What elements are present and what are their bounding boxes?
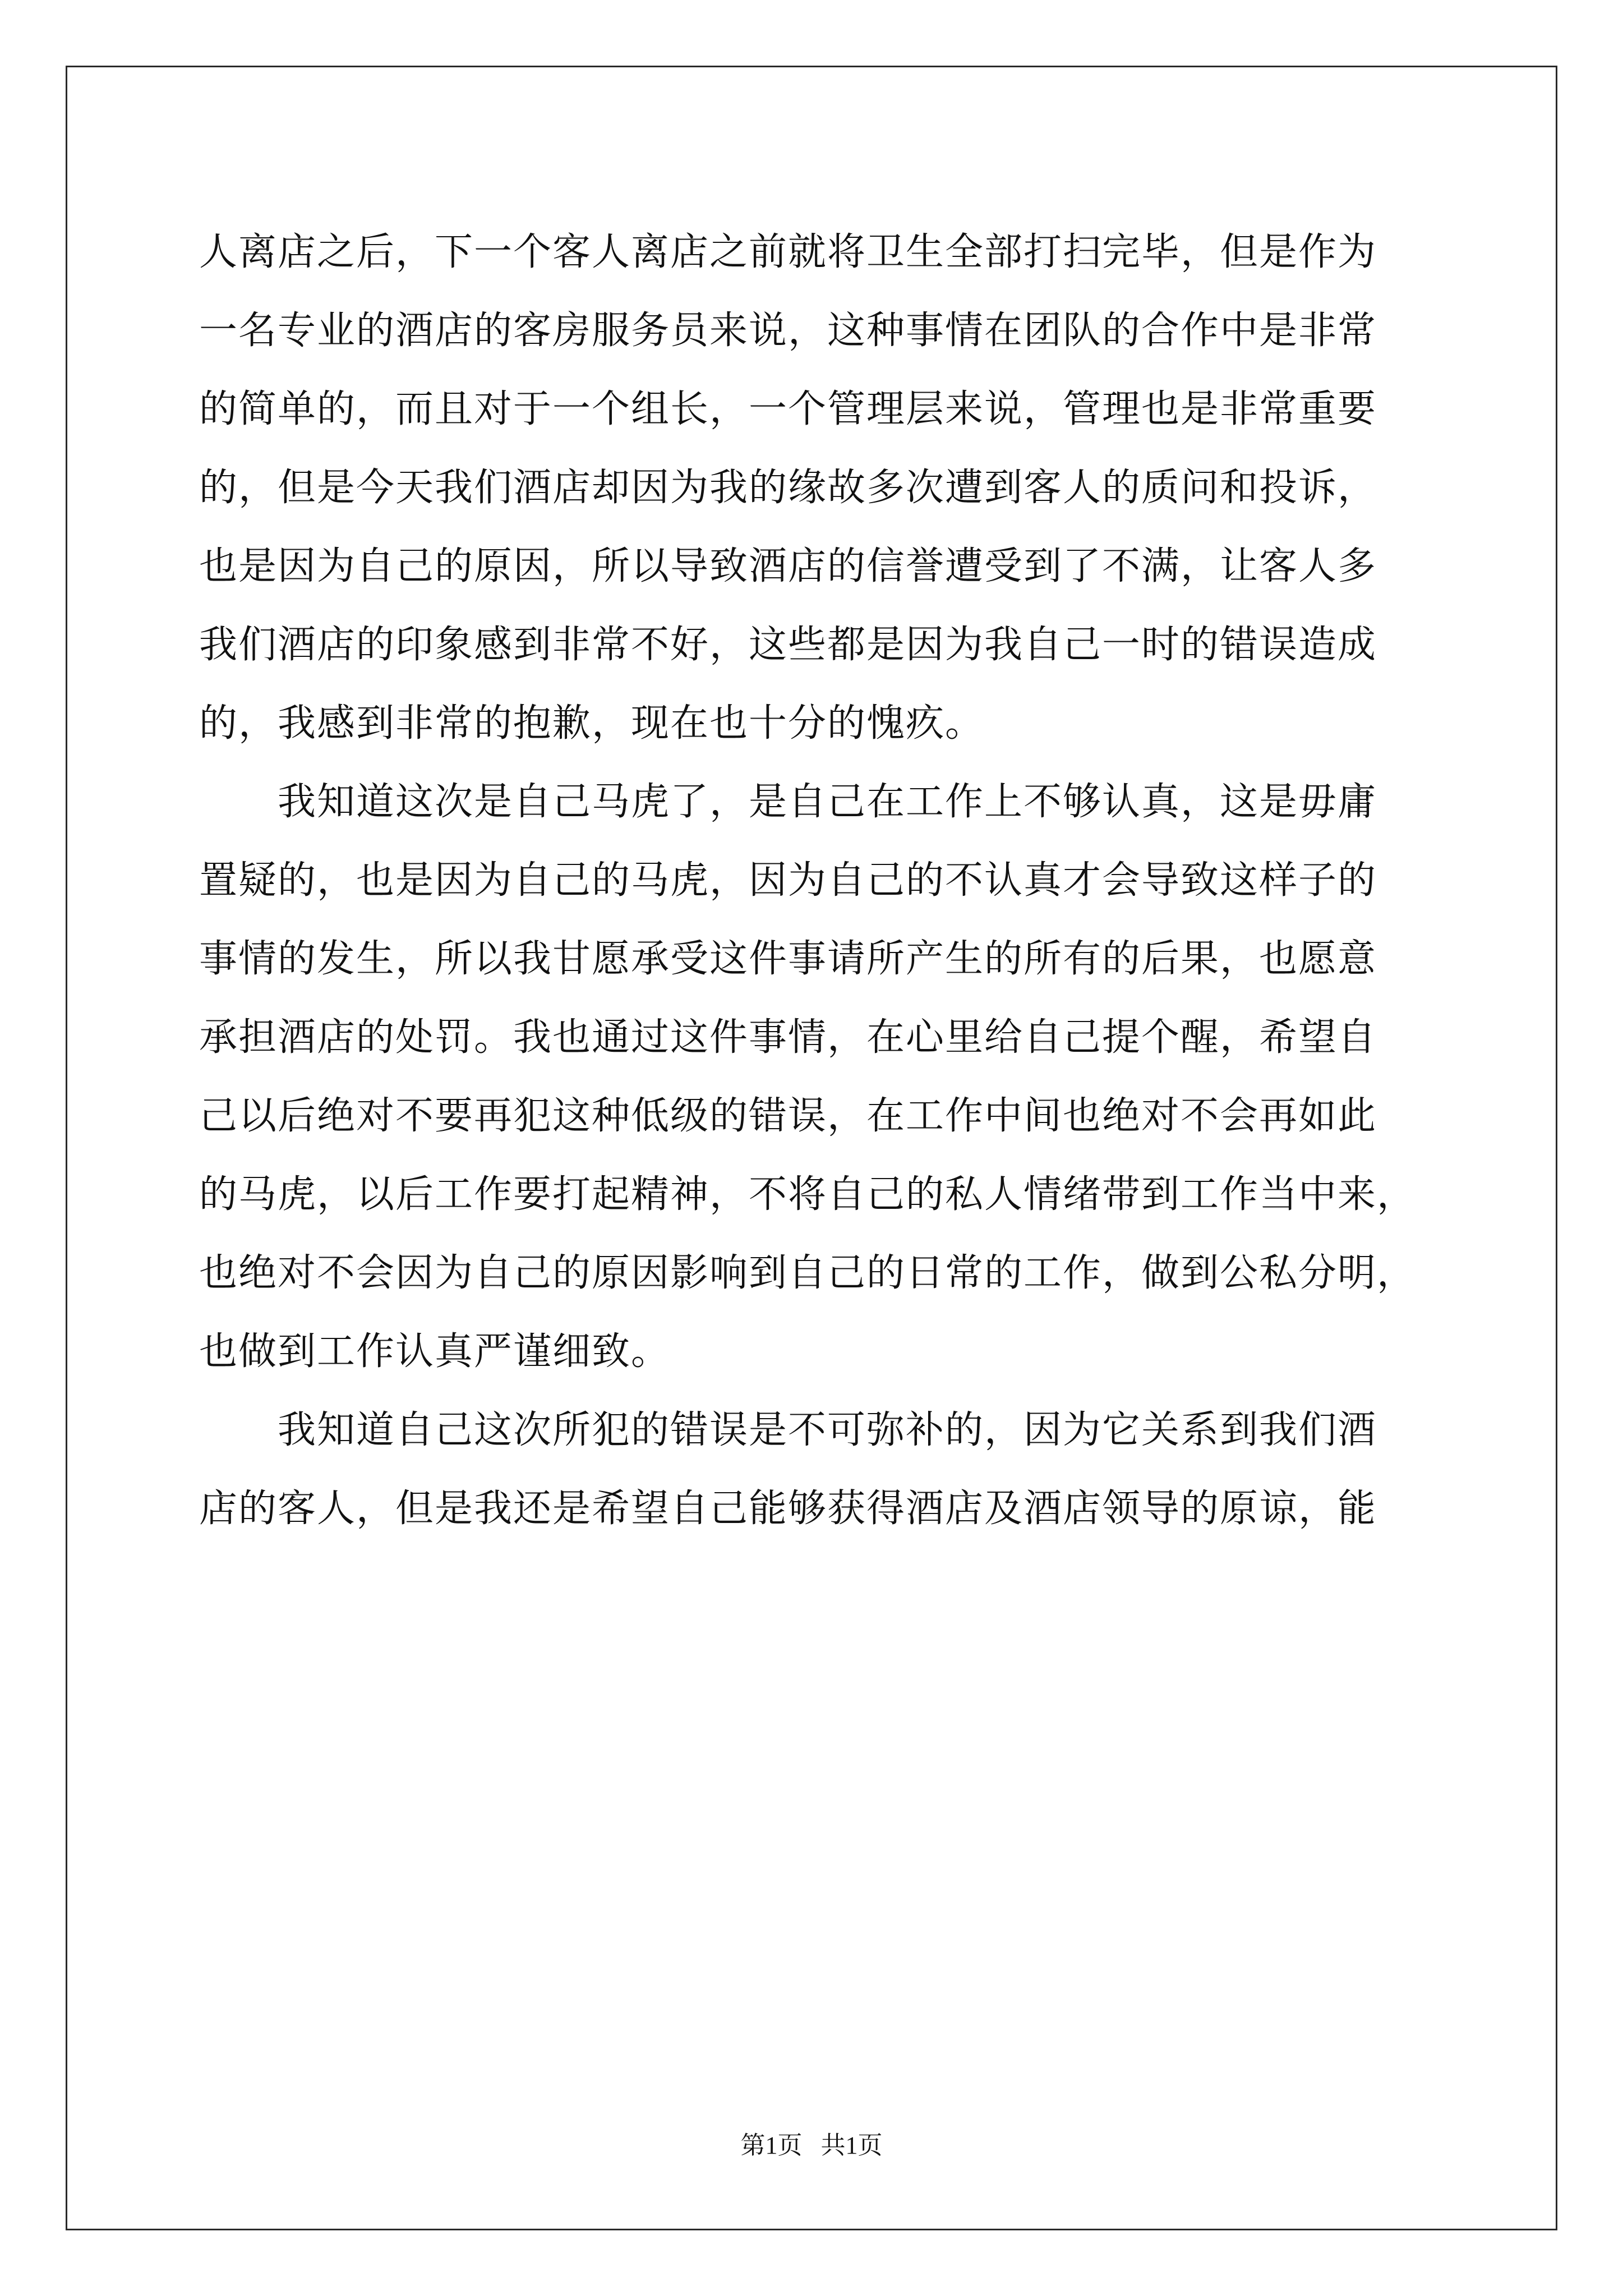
paragraph-first-line: 我知道这次是自己马虎了，是自己在工作上不够认真，这是毋庸 [278,780,1377,824]
text-line: 己以后绝对不要再犯这种低级的错误，在工作中间也绝对不会再如此 [199,1094,1377,1138]
text-line: 我们酒店的印象感到非常不好，这些都是因为我自己一时的错误造成 [199,623,1377,667]
text-line: 事情的发生，所以我甘愿承受这件事请所产生的所有的后果，也愿意 [199,937,1377,981]
text-line: 置疑的，也是因为自己的马虎，因为自己的不认真才会导致这样子的 [199,858,1377,903]
page-total: 共1页 [820,2132,883,2159]
text-line: 也做到工作认真严谨细致。 [199,1329,671,1374]
text-line: 店的客人，但是我还是希望自己能够获得酒店及酒店领导的原谅，能 [199,1487,1377,1531]
page-footer [0,2129,1623,2162]
text-line: 的，我感到非常的抱歉，现在也十分的愧疚。 [199,701,985,746]
text-line: 一名专业的酒店的客房服务员来说，这种事情在团队的合作中是非常 [199,309,1377,353]
text-line: 人离店之后，下一个客人离店之前就将卫生全部打扫完毕，但是作为 [199,230,1377,274]
text-line: 承担酒店的处罚。我也通过这件事情，在心里给自己提个醒，希望自 [199,1015,1377,1060]
text-line: 的简单的，而且对于一个组长，一个管理层来说，管理也是非常重要 [199,387,1377,431]
text-line: 的，但是今天我们酒店却因为我的缘故多次遭到客人的质问和投诉， [199,466,1377,510]
text-line: 的马虎，以后工作要打起精神，不将自己的私人情绪带到工作当中来， [199,1172,1417,1217]
paragraph-first-line: 我知道自己这次所犯的错误是不可弥补的，因为它关系到我们酒 [278,1408,1377,1452]
page-number: 第1页 [740,2132,803,2159]
text-line: 也是因为自己的原因，所以导致酒店的信誉遭受到了不满，让客人多 [199,544,1377,588]
text-line: 也绝对不会因为自己的原因影响到自己的日常的工作，做到公私分明， [199,1251,1417,1295]
